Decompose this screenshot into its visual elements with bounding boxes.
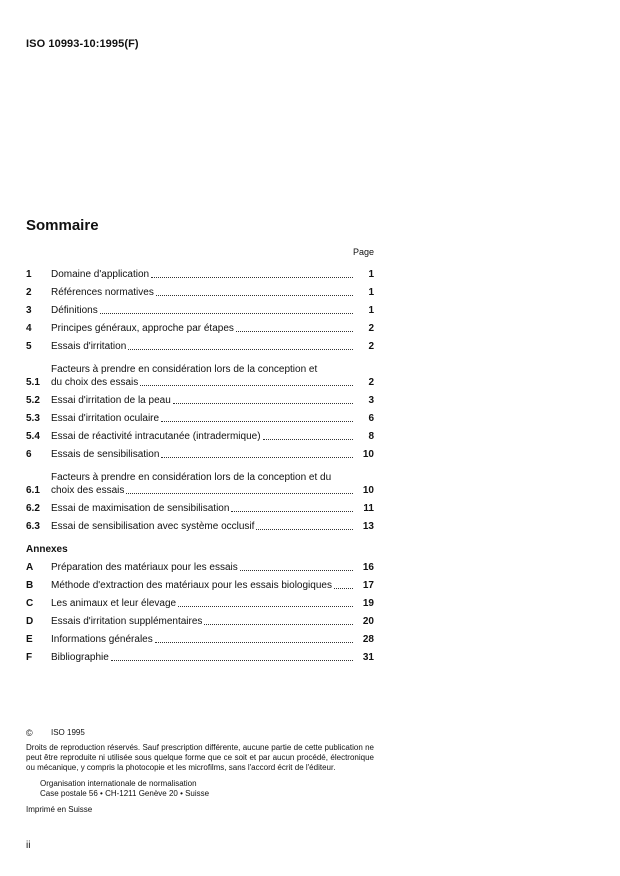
toc-entry-number: D <box>26 616 34 627</box>
toc-annex-entries <box>26 556 374 664</box>
toc-entry-page: 28 <box>362 634 374 645</box>
toc-entry <box>26 574 374 592</box>
toc-entry-title: Essai de réactivité intracutanée (intradermique) <box>51 431 261 442</box>
toc-entry-number: 1 <box>26 269 32 280</box>
toc-entry-number: 5.2 <box>26 395 40 406</box>
table-of-contents <box>26 263 374 664</box>
toc-entry-number: C <box>26 598 34 609</box>
dot-leader <box>236 330 353 332</box>
toc-entry <box>26 556 374 574</box>
rights-statement: Droits de reproduction réservés. Sauf prescription différente, aucune partie de cette publication ne peut être reproduite ni utilisée sous quelque forme que ce soit et par aucun procédé, électronique ou mécanique, y compris la photocopie et les microfilms, sans l'accord écrit de l'éditeur. <box>26 743 374 772</box>
toc-entry-number: 5 <box>26 341 32 352</box>
toc-entry <box>26 407 374 425</box>
dot-leader <box>156 294 353 296</box>
dot-leader <box>231 510 353 512</box>
organization-name: Organisation internationale de normalisation <box>40 779 197 788</box>
toc-entry-page: 17 <box>362 580 374 591</box>
toc-entry-title: Essai d'irritation de la peau <box>51 395 171 406</box>
toc-entry <box>26 335 374 353</box>
dot-leader <box>155 641 353 643</box>
toc-entry <box>26 263 374 281</box>
toc-entry-number: 6.3 <box>26 521 40 532</box>
toc-entry-number: A <box>26 562 34 573</box>
dot-leader <box>126 492 353 494</box>
toc-entry-title: choix des essais <box>51 485 125 496</box>
toc-entry-page: 19 <box>362 598 374 609</box>
dot-leader <box>161 456 353 458</box>
document-reference: ISO 10993-10:1995(F) <box>26 38 139 50</box>
dot-leader <box>128 348 353 350</box>
toc-entry-page: 13 <box>362 521 374 532</box>
dot-leader <box>151 276 353 278</box>
toc-entry-title: Facteurs à prendre en considération lors de la conception et <box>51 364 318 375</box>
printed-in: Imprimé en Suisse <box>26 805 93 814</box>
dot-leader <box>334 587 353 589</box>
toc-entry-page: 1 <box>368 305 374 316</box>
toc-entry <box>26 497 374 515</box>
copyright-block <box>26 728 374 815</box>
toc-entry <box>26 646 374 664</box>
page-number: ii <box>26 840 31 851</box>
toc-entry-title: Essai de sensibilisation avec système occlusif <box>51 521 255 532</box>
toc-entry-title: Préparation des matériaux pour les essais <box>51 562 238 573</box>
toc-entry-page: 2 <box>368 377 374 388</box>
toc-entry-title: Essais d'irritation supplémentaires <box>51 616 203 627</box>
toc-entry-title: du choix des essais <box>51 377 139 388</box>
toc-entry-page: 1 <box>368 287 374 298</box>
annexes-heading: Annexes <box>26 544 68 555</box>
toc-entry-page: 11 <box>363 503 374 514</box>
toc-entry-title: Essai d'irritation oculaire <box>51 413 160 424</box>
toc-entry-page: 2 <box>368 341 374 352</box>
toc-entry-number: 6 <box>26 449 32 460</box>
toc-entry-title: Essai de maximisation de sensibilisation <box>51 503 230 514</box>
toc-entry-title: Références normatives <box>51 287 154 298</box>
page-title: Sommaire <box>26 217 99 234</box>
toc-entry-number: 4 <box>26 323 32 334</box>
toc-entry-number: 5.4 <box>26 431 40 442</box>
dot-leader <box>204 623 353 625</box>
dot-leader <box>140 384 353 386</box>
toc-entry <box>26 317 374 335</box>
dot-leader <box>161 420 353 422</box>
toc-entry-page: 31 <box>362 652 374 663</box>
toc-entry-title: Facteurs à prendre en considération lors de la conception et du <box>51 472 332 483</box>
dot-leader <box>256 528 353 530</box>
toc-entry <box>26 353 374 389</box>
toc-entry-number: 6.2 <box>26 503 40 514</box>
toc-entry <box>26 281 374 299</box>
toc-entry-page: 6 <box>368 413 374 424</box>
toc-entry-page: 10 <box>362 449 374 460</box>
toc-entry <box>26 425 374 443</box>
page-column-label: Page <box>352 247 374 257</box>
dot-leader <box>263 438 353 440</box>
toc-entry-title: Définitions <box>51 305 98 316</box>
toc-entry-title: Essais d'irritation <box>51 341 127 352</box>
toc-entry-title: Principes généraux, approche par étapes <box>51 323 234 334</box>
toc-entry <box>26 299 374 317</box>
dot-leader <box>240 569 353 571</box>
toc-entry-page: 16 <box>362 562 374 573</box>
toc-entry <box>26 515 374 533</box>
dot-leader <box>173 402 353 404</box>
toc-entry-page: 3 <box>368 395 374 406</box>
toc-entry-page: 20 <box>362 616 374 627</box>
toc-entry-number: 2 <box>26 287 32 298</box>
toc-entry-title: Informations générales <box>51 634 153 645</box>
toc-entry <box>26 389 374 407</box>
toc-entry-number: 3 <box>26 305 32 316</box>
toc-entry-page: 10 <box>362 485 374 496</box>
toc-entry-number: B <box>26 580 34 591</box>
toc-entry-number: E <box>26 634 33 645</box>
toc-entry <box>26 461 374 497</box>
toc-entry <box>26 628 374 646</box>
toc-entry-number: 5.3 <box>26 413 40 424</box>
toc-entry-title: Les animaux et leur élevage <box>51 598 177 609</box>
dot-leader <box>100 312 353 314</box>
toc-entry-page: 2 <box>368 323 374 334</box>
toc-entry <box>26 443 374 461</box>
toc-entry-title: Bibliographie <box>51 652 109 663</box>
toc-entry <box>26 592 374 610</box>
toc-entry-page: 1 <box>368 269 374 280</box>
toc-entry-title: Domaine d'application <box>51 269 150 280</box>
toc-entry-number: 6.1 <box>26 485 40 496</box>
toc-entry-title: Essais de sensibilisation <box>51 449 160 460</box>
dot-leader <box>111 659 353 661</box>
copyright-notice: ISO 1995 <box>51 728 85 737</box>
toc-entry-number: 5.1 <box>26 377 40 388</box>
toc-entry-page: 8 <box>368 431 374 442</box>
organization-address: Case postale 56 • CH-1211 Genève 20 • Suisse <box>40 789 210 798</box>
copyright-symbol: © <box>26 728 33 738</box>
dot-leader <box>178 605 353 607</box>
toc-entry-title: Méthode d'extraction des matériaux pour les essais biologiques <box>51 580 332 591</box>
toc-entry <box>26 610 374 628</box>
toc-entry-number: F <box>26 652 33 663</box>
toc-main-entries <box>26 263 374 533</box>
